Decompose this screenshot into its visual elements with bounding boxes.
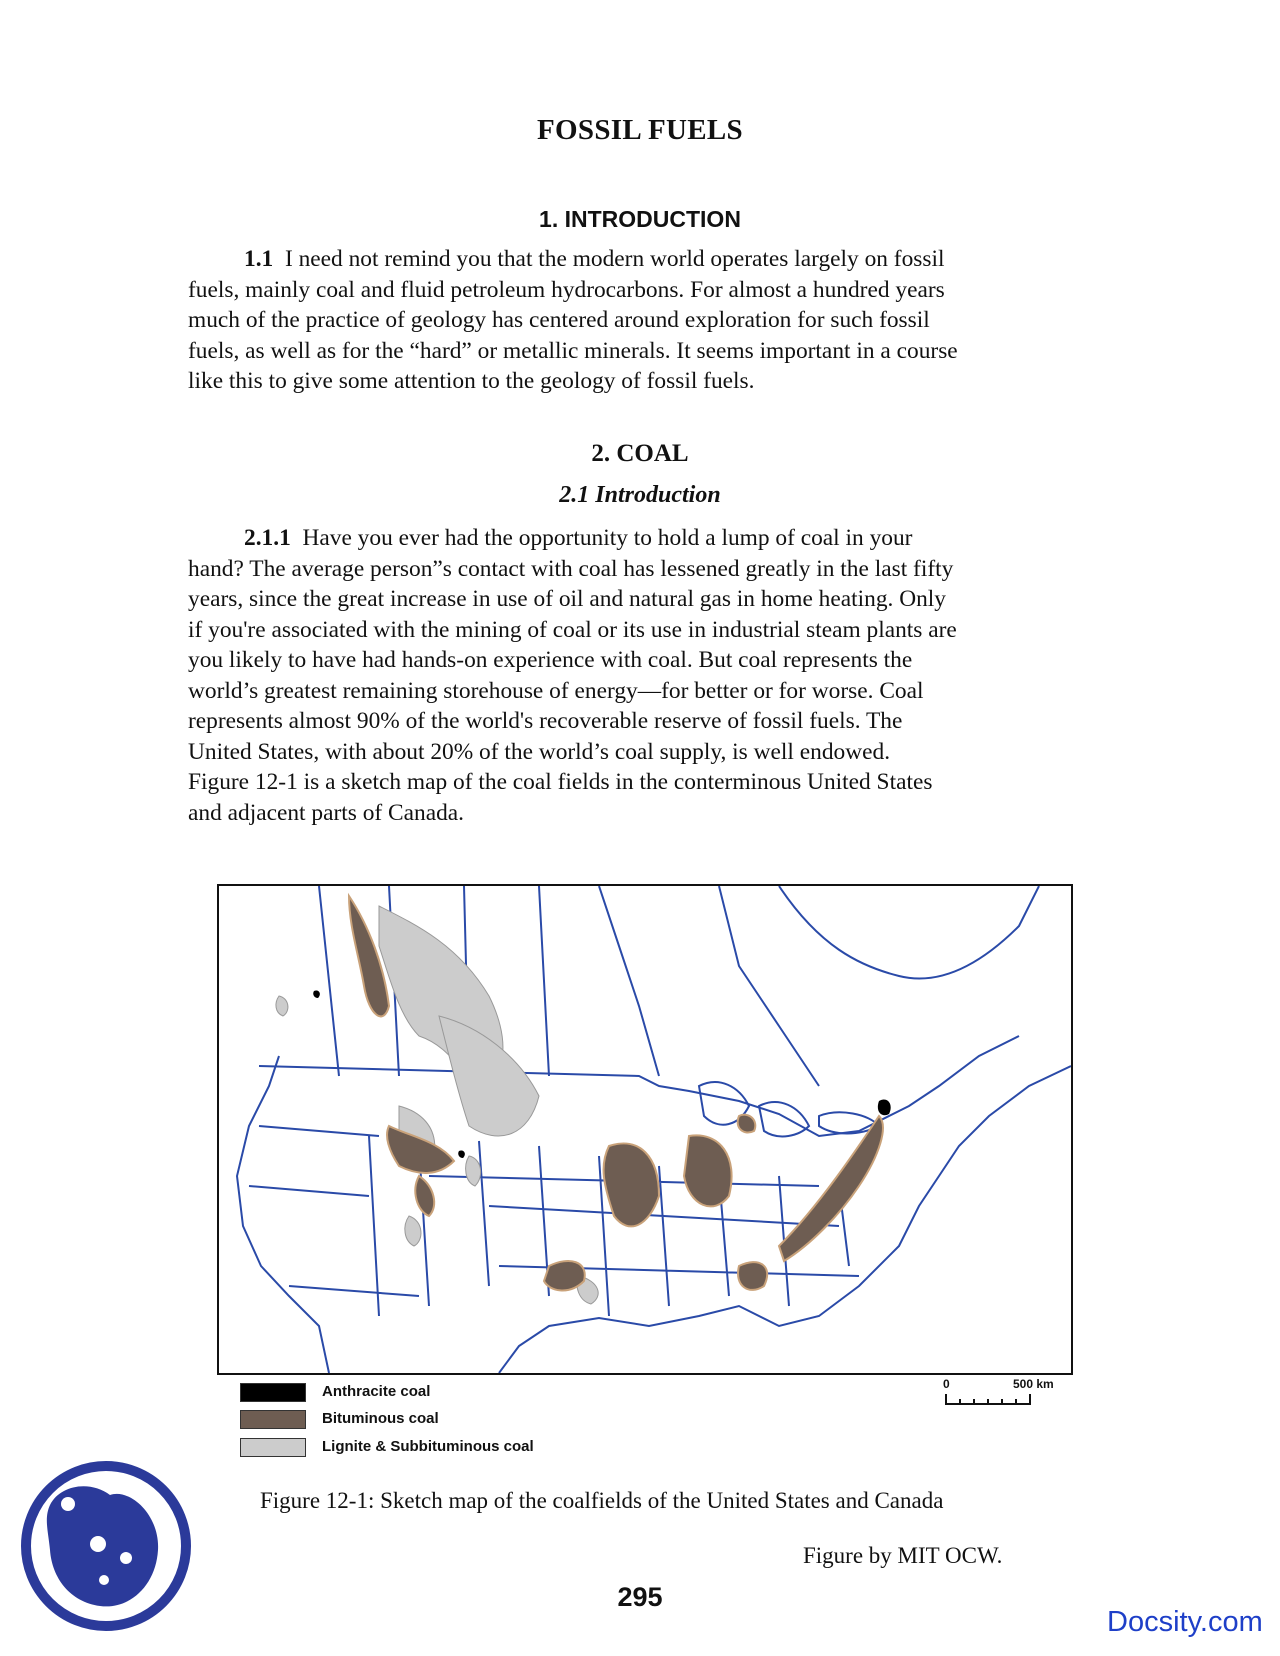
legend-label-lignite: Lignite & Subbituminous coal [322,1438,534,1455]
docsity-logo-icon [20,1460,192,1632]
bituminous-area-michigan [738,1115,756,1133]
lignite-patch [405,1216,421,1246]
page-number: 295 [617,1582,663,1612]
international-border [259,1036,1019,1136]
section-heading-introduction: 1. INTRODUCTION [539,206,741,232]
gulf-atlantic-coast [499,1066,1071,1373]
lignite-patch [276,996,288,1016]
scale-bar [944,1392,1034,1408]
legend-label-bituminous: Bituminous coal [322,1410,439,1427]
paragraph-line: if you're associated with the mining of coal or its use in industrial steam plants are [188,616,957,643]
section-heading-coal: 2. COAL [591,440,689,467]
coalfield-map [217,884,1073,1375]
docsity-watermark[interactable]: Docsity.com [1107,1606,1263,1638]
legend-swatch-bituminous [240,1410,306,1429]
paragraph-line: much of the practice of geology has centered around exploration for such fossil [188,307,930,333]
page-title: FOSSIL FUELS [537,114,743,146]
lignite-areas [276,906,598,1304]
bituminous-area-illinois [684,1135,732,1206]
paragraph-line: hand? The average person”s contact with coal has lessened greatly in the last fifty [188,555,954,582]
legend-swatch-anthracite [240,1383,306,1402]
bituminous-area-alabama [738,1262,767,1290]
paragraph-line: and adjacent parts of Canada. [188,799,465,826]
paragraph-line: represents almost 90% of the world's recoverable reserve of fossil fuels. The [188,708,903,734]
great-lakes [699,1082,879,1136]
pacific-coast [237,1056,329,1373]
line-text: I need not remind you that the modern world operates largely on fossil [284,246,945,272]
map-svg [219,886,1071,1373]
anthracite-patch [313,991,320,998]
paragraph-line: world’s greatest remaining storehouse of energy—for better or for worse. Coal [188,677,924,704]
bituminous-area-texas [544,1261,585,1290]
scale-label-start: 0 [943,1377,950,1391]
paragraph-1-1 [188,244,1096,397]
paragraph-line: fuels, as well as for the “hard” or metallic minerals. It seems important in a course [188,337,958,364]
legend-swatch-lignite [240,1438,306,1457]
line-text: Have you ever had the opportunity to hold a lump of coal in your [302,525,913,551]
paragraph-2-1-1 [188,523,1096,828]
paragraph-number: 1.1 [244,246,274,272]
paragraph-line: years, since the great increase in use of oil and natural gas in home heating. Only [188,586,946,612]
subsection-heading-introduction: 2.1 Introduction [559,482,721,508]
paragraph-number: 2.1.1 [244,525,291,551]
bituminous-area-colorado [415,1176,434,1216]
paragraph-line: you likely to have had hands-on experience with coal. But coal represents the [188,647,913,673]
figure-caption: Figure 12-1: Sketch map of the coalfields of the United States and Canada [260,1488,944,1513]
paragraph-line [188,523,1096,554]
hudson-bay-shore [779,886,1039,979]
bituminous-area-appalachian [779,1116,883,1261]
paragraph-line: United States, with about 20% of the world’s coal supply, is well endowed. [188,738,891,765]
paragraph-line: fuels, mainly coal and fluid petroleum hydrocarbons. For almost a hundred years [188,276,945,303]
paragraph-line: like this to give some attention to the geology of fossil fuels. [188,368,755,394]
anthracite-area-pennsylvania [878,1099,891,1115]
lignite-patch [466,1156,481,1186]
figure-credit: Figure by MIT OCW. [803,1543,1003,1568]
paragraph-line: Figure 12-1 is a sketch map of the coal fields in the conterminous United States [188,769,933,795]
paragraph-line [188,244,1096,275]
scale-label-end: 500 km [1013,1377,1054,1391]
legend-label-anthracite: Anthracite coal [322,1383,431,1400]
anthracite-patch [458,1151,465,1158]
